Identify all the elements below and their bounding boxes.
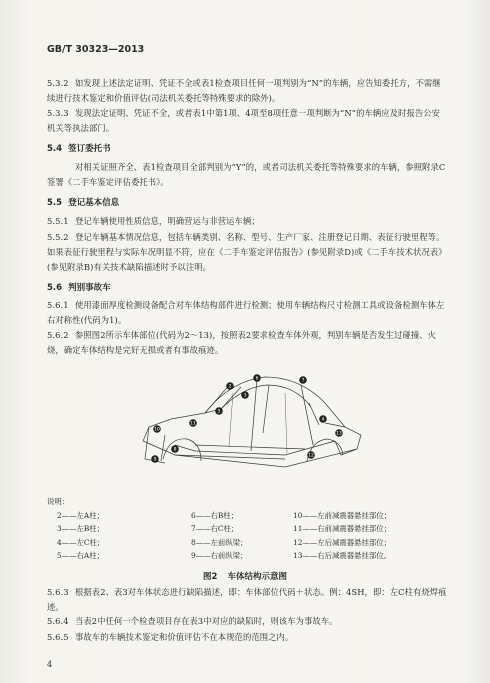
callout-8-label: 8: [173, 447, 177, 453]
paragraph-5-6-2: [47, 328, 447, 358]
clause-number: 5.6.4: [47, 616, 69, 626]
clause-text: 登记车辆基本情况信息，包括车辆类别、名称、型号、生产厂家、注册登记日期、表征行驶里程等。如果表征行驶里程与实际车况明显不符，应在《二手车鉴定评估报告》(参见附录D)或《二手车技术状况表》(参见附录B)有关技术缺陷描述时予以注明。: [47, 232, 447, 272]
figure-title: 车体结构示意图: [227, 572, 287, 582]
paragraph-5-6-5: [47, 630, 447, 645]
callout-9-label: 9: [153, 457, 157, 463]
paragraph-5-6-1: [47, 298, 447, 328]
clause-number: 5.3.2: [47, 78, 69, 88]
legend-row: [47, 550, 391, 563]
legend-row: [47, 523, 391, 536]
callout-3-label: 3: [243, 393, 247, 399]
clause-text: 当表2中任何一个检查项目存在表3中对应的缺陷时，则该车为事故车。: [75, 616, 338, 626]
legend-entry: 5——右A柱；: [57, 551, 104, 561]
callout-12-label: 12: [308, 453, 314, 459]
callout-2-label: 2: [228, 384, 232, 390]
legend-entry: 11——右前减震器悬挂部位；: [293, 524, 392, 534]
clause-number: 5.3.3: [47, 108, 69, 118]
figure-caption: [0, 570, 490, 582]
section-heading-5-6: [47, 281, 111, 293]
callout-markers: [151, 374, 343, 463]
clause-number: 5.6.3: [47, 587, 69, 597]
legend-entry: 4——左C柱；: [57, 537, 105, 547]
section-heading-5-5: [47, 196, 119, 208]
legend-entry: 9——右前纵梁；: [191, 551, 248, 561]
legend-entry: 7——右C柱；: [191, 524, 239, 534]
figure-legend: [47, 496, 447, 564]
clause-text: 事故车的车辆技术鉴定和价值评估不在本规范的范围之内。: [75, 632, 294, 642]
legend-entry: 6——右B柱；: [191, 511, 239, 520]
callout-13-label: 13: [336, 431, 342, 437]
legend-label: 说明：: [47, 497, 70, 506]
section-title: 签订委托书: [68, 144, 111, 154]
clause-text: 发现法定证明、凭证不全，或者表1中第1项、4项至8项任意一项判断为“N”的车辆应及时报告公安机关等执法部门。: [47, 108, 441, 133]
clause-text: 如发现上述法定证明、凭证不全或表1检查项目任何一项判别为“N”的车辆，应告知委托方，不需继续进行技术鉴定和价值评估(司法机关委托等特殊要求的除外)。: [47, 78, 441, 103]
paragraph-5-3-2: [47, 76, 447, 106]
section-title: 判别事故车: [68, 283, 111, 293]
hood-line: [143, 409, 221, 441]
paragraph-5-6-4: [47, 614, 447, 629]
paragraph-5-5-1: [47, 214, 447, 229]
clause-number: 5.6.5: [47, 632, 69, 642]
clause-text: 根据表2、表3对车体状态进行缺陷描述，即：车体部位代码＋状态。例：4SH，即：左C柱有烧焊痕迹。: [47, 587, 447, 612]
legend-entry: 12——左后减震器悬挂部位；: [293, 537, 392, 547]
section-number: 5.5: [47, 198, 63, 208]
callout-11-label: 11: [190, 421, 196, 427]
legend-entry: 13——右后减震器悬挂部位。: [293, 551, 392, 561]
legend-entry: 10——左前减震器悬挂部位；: [293, 511, 392, 520]
clause-text: 使用漆面厚度检测设备配合对车体结构部件进行检测；使用车辆结构尺寸检测工具或设备检测车体左右对称性(代码为1)。: [47, 300, 445, 325]
page-number: 4: [47, 660, 53, 669]
paragraph-5-4: 对相关证照齐全、表1检查项目全部判别为“Y”的，或者司法机关委托等特殊要求的车辆，参照附录C签署《二手车鉴定评估委托书》。: [47, 162, 446, 187]
clause-text: 参照图2所示车体部位(代码为2～13)，按照表2要求检查车体外观，判别车辆是否发生过碰撞、火烧，确定车体结构是完好无损或者有事故痕迹。: [47, 330, 437, 355]
callout-7-label: 7: [301, 378, 305, 384]
callout-4-label: 4: [321, 417, 325, 423]
legend-entry: 3——左B柱；: [57, 524, 105, 534]
callout-10-label: 10: [154, 427, 160, 433]
legend-entry: 2——左A柱；: [57, 511, 104, 520]
car-body-structure-diagram: [135, 363, 365, 478]
figure-number: 图2: [203, 572, 218, 582]
standard-code-header: GB/T 30323—2013: [47, 44, 145, 55]
paragraph-5-3-3: [47, 106, 447, 136]
legend-row: [47, 537, 391, 550]
paragraph-5-6-3: [47, 585, 447, 615]
clause-number: 5.5.2: [47, 232, 69, 242]
paragraph-5-5-2: [47, 230, 447, 275]
section-number: 5.6: [47, 283, 63, 293]
clause-number: 5.6.2: [47, 330, 69, 340]
callout-labels: [154, 376, 342, 463]
legend-entry: 8——左前纵梁；: [191, 537, 248, 547]
clause-text: 登记车辆使用性质信息，明确营运与非营运车辆；: [75, 216, 260, 226]
callout-6-label: 6: [255, 376, 259, 382]
section-title: 登记基本信息: [68, 198, 120, 208]
section-heading-5-4: [47, 142, 111, 154]
clause-number: 5.6.1: [47, 300, 69, 310]
clause-number: 5.5.1: [47, 216, 69, 226]
section-number: 5.4: [47, 144, 63, 154]
legend-row: [47, 510, 391, 523]
callout-5-label: 5: [217, 409, 221, 415]
legend-table: [47, 510, 391, 564]
